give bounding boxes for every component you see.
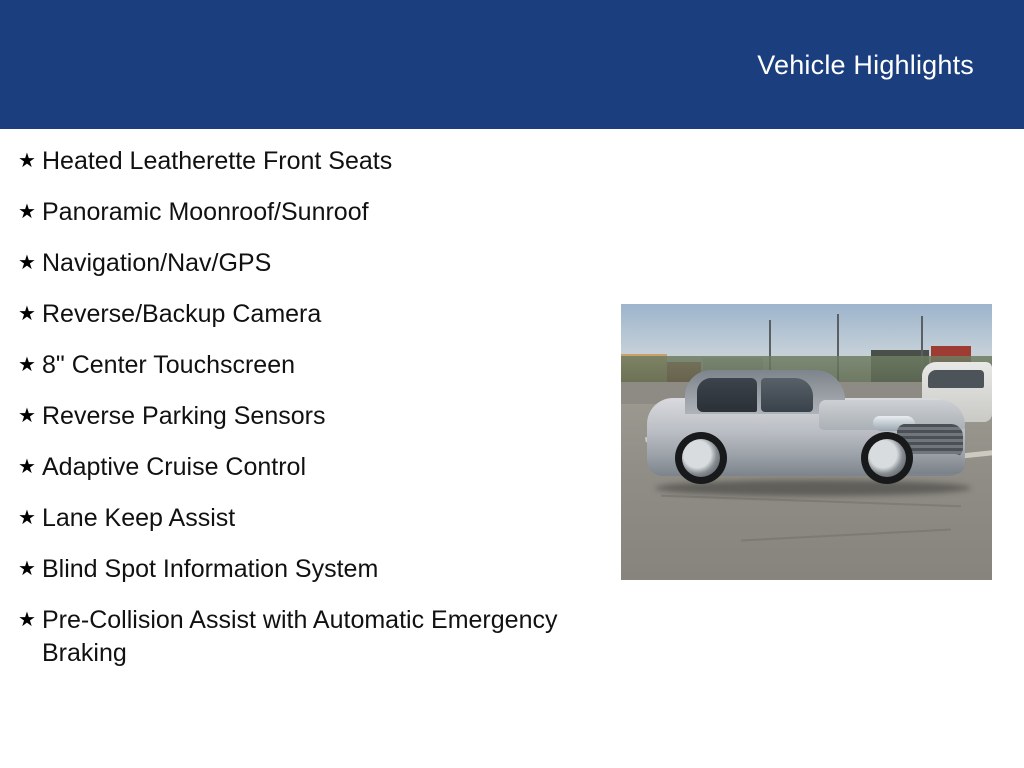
star-bullet-icon: ★ [18,507,36,529]
list-item-label: Blind Spot Information System [42,555,379,583]
star-bullet-icon: ★ [18,609,36,631]
vehicle-highlights-list [0,129,620,688]
header-bar [0,0,1024,129]
star-bullet-icon: ★ [18,405,36,427]
list-item-label: Heated Leatherette Front Seats [42,147,393,175]
star-bullet-icon: ★ [18,303,36,325]
list-item-label: Reverse Parking Sensors [42,402,326,430]
list-item [0,502,620,535]
list-item-label: Navigation/Nav/GPS [42,249,272,277]
vehicle-photo [621,304,992,580]
list-item-label: Lane Keep Assist [42,504,236,532]
list-item [0,604,620,670]
list-item-label: 8" Center Touchscreen [42,351,296,379]
star-bullet-icon: ★ [18,201,36,223]
list-item-label: Pre-Collision Assist with Automatic Emergency Braking [42,606,558,667]
list-item [0,451,620,484]
star-bullet-icon: ★ [18,354,36,376]
list-item [0,349,620,382]
page-title: Vehicle Highlights [757,50,974,80]
star-bullet-icon: ★ [18,456,36,478]
list-item [0,400,620,433]
list-item-label: Reverse/Backup Camera [42,300,322,328]
list-item [0,145,620,178]
suv-front-wheel [861,432,913,484]
list-item [0,247,620,280]
suv-rear-wheel [675,432,727,484]
suv-rear-window [697,378,757,412]
suv-vehicle [639,354,969,514]
list-item [0,196,620,229]
suv-windshield [761,378,813,412]
star-bullet-icon: ★ [18,558,36,580]
list-item [0,553,620,586]
star-bullet-icon: ★ [18,252,36,274]
list-item-label: Panoramic Moonroof/Sunroof [42,198,369,226]
star-bullet-icon: ★ [18,150,36,172]
list-item-label: Adaptive Cruise Control [42,453,307,481]
list-item [0,298,620,331]
pavement-crack [741,529,951,542]
